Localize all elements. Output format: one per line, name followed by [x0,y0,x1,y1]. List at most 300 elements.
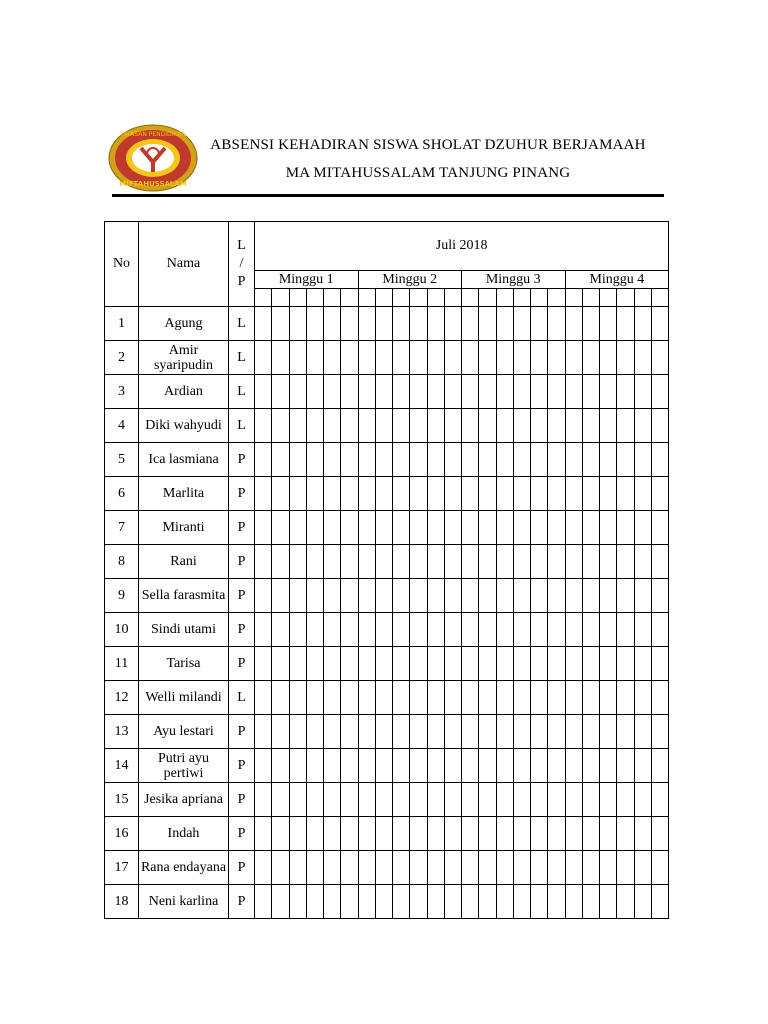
attendance-cell[interactable] [531,477,548,511]
attendance-cell[interactable] [427,783,444,817]
attendance-cell[interactable] [634,647,651,681]
attendance-cell[interactable] [358,409,375,443]
attendance-cell[interactable] [634,613,651,647]
attendance-cell[interactable] [496,375,513,409]
attendance-cell[interactable] [531,885,548,919]
attendance-cell[interactable] [306,681,323,715]
attendance-cell[interactable] [324,409,341,443]
attendance-cell[interactable] [565,545,582,579]
attendance-cell[interactable] [565,749,582,783]
attendance-cell[interactable] [375,817,392,851]
attendance-cell[interactable] [272,783,289,817]
attendance-cell[interactable] [427,749,444,783]
attendance-cell[interactable] [513,511,530,545]
attendance-cell[interactable] [375,511,392,545]
attendance-cell[interactable] [341,443,358,477]
attendance-cell[interactable] [617,307,634,341]
attendance-cell[interactable] [410,409,427,443]
attendance-cell[interactable] [651,613,668,647]
attendance-cell[interactable] [617,817,634,851]
attendance-cell[interactable] [410,885,427,919]
attendance-cell[interactable] [289,647,306,681]
attendance-cell[interactable] [634,715,651,749]
attendance-cell[interactable] [306,341,323,375]
attendance-cell[interactable] [289,681,306,715]
attendance-cell[interactable] [513,851,530,885]
attendance-cell[interactable] [600,477,617,511]
attendance-cell[interactable] [462,307,479,341]
attendance-cell[interactable] [324,613,341,647]
attendance-cell[interactable] [289,477,306,511]
attendance-cell[interactable] [393,375,410,409]
attendance-cell[interactable] [479,817,496,851]
attendance-cell[interactable] [444,851,461,885]
attendance-cell[interactable] [375,477,392,511]
attendance-cell[interactable] [255,749,272,783]
attendance-cell[interactable] [358,817,375,851]
attendance-cell[interactable] [289,579,306,613]
attendance-cell[interactable] [375,545,392,579]
attendance-cell[interactable] [565,715,582,749]
attendance-cell[interactable] [375,409,392,443]
attendance-cell[interactable] [358,885,375,919]
attendance-cell[interactable] [375,613,392,647]
attendance-cell[interactable] [393,783,410,817]
attendance-cell[interactable] [410,749,427,783]
attendance-cell[interactable] [358,681,375,715]
attendance-cell[interactable] [393,885,410,919]
attendance-cell[interactable] [289,443,306,477]
attendance-cell[interactable] [410,443,427,477]
attendance-cell[interactable] [255,817,272,851]
attendance-cell[interactable] [324,647,341,681]
attendance-cell[interactable] [617,851,634,885]
attendance-cell[interactable] [651,511,668,545]
attendance-cell[interactable] [341,613,358,647]
attendance-cell[interactable] [513,579,530,613]
attendance-cell[interactable] [565,783,582,817]
attendance-cell[interactable] [341,851,358,885]
attendance-cell[interactable] [617,409,634,443]
attendance-cell[interactable] [272,681,289,715]
attendance-cell[interactable] [358,579,375,613]
attendance-cell[interactable] [582,851,599,885]
attendance-cell[interactable] [582,579,599,613]
attendance-cell[interactable] [462,749,479,783]
attendance-cell[interactable] [341,341,358,375]
attendance-cell[interactable] [582,341,599,375]
attendance-cell[interactable] [255,885,272,919]
attendance-cell[interactable] [462,613,479,647]
attendance-cell[interactable] [462,681,479,715]
attendance-cell[interactable] [444,885,461,919]
attendance-cell[interactable] [462,511,479,545]
attendance-cell[interactable] [444,375,461,409]
attendance-cell[interactable] [427,511,444,545]
attendance-cell[interactable] [272,307,289,341]
attendance-cell[interactable] [427,817,444,851]
attendance-cell[interactable] [600,341,617,375]
attendance-cell[interactable] [634,885,651,919]
attendance-cell[interactable] [375,307,392,341]
attendance-cell[interactable] [272,749,289,783]
attendance-cell[interactable] [272,409,289,443]
attendance-cell[interactable] [513,681,530,715]
attendance-cell[interactable] [479,715,496,749]
attendance-cell[interactable] [341,885,358,919]
attendance-cell[interactable] [617,613,634,647]
attendance-cell[interactable] [496,783,513,817]
attendance-cell[interactable] [462,715,479,749]
attendance-cell[interactable] [306,579,323,613]
attendance-cell[interactable] [393,579,410,613]
attendance-cell[interactable] [617,375,634,409]
attendance-cell[interactable] [255,443,272,477]
attendance-cell[interactable] [565,477,582,511]
attendance-cell[interactable] [358,477,375,511]
attendance-cell[interactable] [582,681,599,715]
attendance-cell[interactable] [634,307,651,341]
attendance-cell[interactable] [375,715,392,749]
attendance-cell[interactable] [634,783,651,817]
attendance-cell[interactable] [306,851,323,885]
attendance-cell[interactable] [358,307,375,341]
attendance-cell[interactable] [289,885,306,919]
attendance-cell[interactable] [255,341,272,375]
attendance-cell[interactable] [479,783,496,817]
attendance-cell[interactable] [375,681,392,715]
attendance-cell[interactable] [324,443,341,477]
attendance-cell[interactable] [565,885,582,919]
attendance-cell[interactable] [496,681,513,715]
attendance-cell[interactable] [255,647,272,681]
attendance-cell[interactable] [272,579,289,613]
attendance-cell[interactable] [324,851,341,885]
attendance-cell[interactable] [582,307,599,341]
attendance-cell[interactable] [548,375,565,409]
attendance-cell[interactable] [548,307,565,341]
attendance-cell[interactable] [393,443,410,477]
attendance-cell[interactable] [272,341,289,375]
attendance-cell[interactable] [531,409,548,443]
attendance-cell[interactable] [634,817,651,851]
attendance-cell[interactable] [427,851,444,885]
attendance-cell[interactable] [255,477,272,511]
attendance-cell[interactable] [255,715,272,749]
attendance-cell[interactable] [289,783,306,817]
attendance-cell[interactable] [272,511,289,545]
attendance-cell[interactable] [600,681,617,715]
attendance-cell[interactable] [634,375,651,409]
attendance-cell[interactable] [341,749,358,783]
attendance-cell[interactable] [306,511,323,545]
attendance-cell[interactable] [462,443,479,477]
attendance-cell[interactable] [427,409,444,443]
attendance-cell[interactable] [427,375,444,409]
attendance-cell[interactable] [651,579,668,613]
attendance-cell[interactable] [651,715,668,749]
attendance-cell[interactable] [289,715,306,749]
attendance-cell[interactable] [496,443,513,477]
attendance-cell[interactable] [565,511,582,545]
attendance-cell[interactable] [548,511,565,545]
attendance-cell[interactable] [358,613,375,647]
attendance-cell[interactable] [617,545,634,579]
attendance-cell[interactable] [358,443,375,477]
attendance-cell[interactable] [410,715,427,749]
attendance-cell[interactable] [548,681,565,715]
attendance-cell[interactable] [272,647,289,681]
attendance-cell[interactable] [341,579,358,613]
attendance-cell[interactable] [255,783,272,817]
attendance-cell[interactable] [462,647,479,681]
attendance-cell[interactable] [410,341,427,375]
attendance-cell[interactable] [582,783,599,817]
attendance-cell[interactable] [306,715,323,749]
attendance-cell[interactable] [651,783,668,817]
attendance-cell[interactable] [548,851,565,885]
attendance-cell[interactable] [341,545,358,579]
attendance-cell[interactable] [272,477,289,511]
attendance-cell[interactable] [634,749,651,783]
attendance-cell[interactable] [462,885,479,919]
attendance-cell[interactable] [462,375,479,409]
attendance-cell[interactable] [410,375,427,409]
attendance-cell[interactable] [444,443,461,477]
attendance-cell[interactable] [393,545,410,579]
attendance-cell[interactable] [531,613,548,647]
attendance-cell[interactable] [324,477,341,511]
attendance-cell[interactable] [513,409,530,443]
attendance-cell[interactable] [531,341,548,375]
attendance-cell[interactable] [272,613,289,647]
attendance-cell[interactable] [410,477,427,511]
attendance-cell[interactable] [600,409,617,443]
attendance-cell[interactable] [427,681,444,715]
attendance-cell[interactable] [582,375,599,409]
attendance-cell[interactable] [651,341,668,375]
attendance-cell[interactable] [513,715,530,749]
attendance-cell[interactable] [513,307,530,341]
attendance-cell[interactable] [324,579,341,613]
attendance-cell[interactable] [548,783,565,817]
attendance-cell[interactable] [272,715,289,749]
attendance-cell[interactable] [410,681,427,715]
attendance-cell[interactable] [358,375,375,409]
attendance-cell[interactable] [617,647,634,681]
attendance-cell[interactable] [444,817,461,851]
attendance-cell[interactable] [582,817,599,851]
attendance-cell[interactable] [565,375,582,409]
attendance-cell[interactable] [358,545,375,579]
attendance-cell[interactable] [531,817,548,851]
attendance-cell[interactable] [548,885,565,919]
attendance-cell[interactable] [272,817,289,851]
attendance-cell[interactable] [289,341,306,375]
attendance-cell[interactable] [427,545,444,579]
attendance-cell[interactable] [548,443,565,477]
attendance-cell[interactable] [531,647,548,681]
attendance-cell[interactable] [513,885,530,919]
attendance-cell[interactable] [634,409,651,443]
attendance-cell[interactable] [496,579,513,613]
attendance-cell[interactable] [427,477,444,511]
attendance-cell[interactable] [255,613,272,647]
attendance-cell[interactable] [565,443,582,477]
attendance-cell[interactable] [255,681,272,715]
attendance-cell[interactable] [306,613,323,647]
attendance-cell[interactable] [600,375,617,409]
attendance-cell[interactable] [306,817,323,851]
attendance-cell[interactable] [634,579,651,613]
attendance-cell[interactable] [410,545,427,579]
attendance-cell[interactable] [651,307,668,341]
attendance-cell[interactable] [375,749,392,783]
attendance-cell[interactable] [324,783,341,817]
attendance-cell[interactable] [600,715,617,749]
attendance-cell[interactable] [496,511,513,545]
attendance-cell[interactable] [393,307,410,341]
attendance-cell[interactable] [531,681,548,715]
attendance-cell[interactable] [513,647,530,681]
attendance-cell[interactable] [496,851,513,885]
attendance-cell[interactable] [341,511,358,545]
attendance-cell[interactable] [496,885,513,919]
attendance-cell[interactable] [462,817,479,851]
attendance-cell[interactable] [324,511,341,545]
attendance-cell[interactable] [479,579,496,613]
attendance-cell[interactable] [289,409,306,443]
attendance-cell[interactable] [289,817,306,851]
attendance-cell[interactable] [565,681,582,715]
attendance-cell[interactable] [324,715,341,749]
attendance-cell[interactable] [306,783,323,817]
attendance-cell[interactable] [600,817,617,851]
attendance-cell[interactable] [341,477,358,511]
attendance-cell[interactable] [496,647,513,681]
attendance-cell[interactable] [375,783,392,817]
attendance-cell[interactable] [634,443,651,477]
attendance-cell[interactable] [410,851,427,885]
attendance-cell[interactable] [393,851,410,885]
attendance-cell[interactable] [324,545,341,579]
attendance-cell[interactable] [496,477,513,511]
attendance-cell[interactable] [289,511,306,545]
attendance-cell[interactable] [375,341,392,375]
attendance-cell[interactable] [393,613,410,647]
attendance-cell[interactable] [358,511,375,545]
attendance-cell[interactable] [427,341,444,375]
attendance-cell[interactable] [479,647,496,681]
attendance-cell[interactable] [600,511,617,545]
attendance-cell[interactable] [324,375,341,409]
attendance-cell[interactable] [651,443,668,477]
attendance-cell[interactable] [289,307,306,341]
attendance-cell[interactable] [462,477,479,511]
attendance-cell[interactable] [324,885,341,919]
attendance-cell[interactable] [272,443,289,477]
attendance-cell[interactable] [513,783,530,817]
attendance-cell[interactable] [255,545,272,579]
attendance-cell[interactable] [410,511,427,545]
attendance-cell[interactable] [617,579,634,613]
attendance-cell[interactable] [496,715,513,749]
attendance-cell[interactable] [462,409,479,443]
attendance-cell[interactable] [531,783,548,817]
attendance-cell[interactable] [531,307,548,341]
attendance-cell[interactable] [634,545,651,579]
attendance-cell[interactable] [651,885,668,919]
attendance-cell[interactable] [306,375,323,409]
attendance-cell[interactable] [427,443,444,477]
attendance-cell[interactable] [289,851,306,885]
attendance-cell[interactable] [617,443,634,477]
attendance-cell[interactable] [358,341,375,375]
attendance-cell[interactable] [324,817,341,851]
attendance-cell[interactable] [375,851,392,885]
attendance-cell[interactable] [651,375,668,409]
attendance-cell[interactable] [306,307,323,341]
attendance-cell[interactable] [496,341,513,375]
attendance-cell[interactable] [427,885,444,919]
attendance-cell[interactable] [565,307,582,341]
attendance-cell[interactable] [272,885,289,919]
attendance-cell[interactable] [479,477,496,511]
attendance-cell[interactable] [444,545,461,579]
attendance-cell[interactable] [565,817,582,851]
attendance-cell[interactable] [462,579,479,613]
attendance-cell[interactable] [548,817,565,851]
attendance-cell[interactable] [582,477,599,511]
attendance-cell[interactable] [358,715,375,749]
attendance-cell[interactable] [600,647,617,681]
attendance-cell[interactable] [531,715,548,749]
attendance-cell[interactable] [617,715,634,749]
attendance-cell[interactable] [306,545,323,579]
attendance-cell[interactable] [289,375,306,409]
attendance-cell[interactable] [531,579,548,613]
attendance-cell[interactable] [582,647,599,681]
attendance-cell[interactable] [531,375,548,409]
attendance-cell[interactable] [444,715,461,749]
attendance-cell[interactable] [444,307,461,341]
attendance-cell[interactable] [393,647,410,681]
attendance-cell[interactable] [582,715,599,749]
attendance-cell[interactable] [513,749,530,783]
attendance-cell[interactable] [565,409,582,443]
attendance-cell[interactable] [617,681,634,715]
attendance-cell[interactable] [341,681,358,715]
attendance-cell[interactable] [393,749,410,783]
attendance-cell[interactable] [634,851,651,885]
attendance-cell[interactable] [617,783,634,817]
attendance-cell[interactable] [651,477,668,511]
attendance-cell[interactable] [600,783,617,817]
attendance-cell[interactable] [531,511,548,545]
attendance-cell[interactable] [427,647,444,681]
attendance-cell[interactable] [634,511,651,545]
attendance-cell[interactable] [548,749,565,783]
attendance-cell[interactable] [255,375,272,409]
attendance-cell[interactable] [651,545,668,579]
attendance-cell[interactable] [272,375,289,409]
attendance-cell[interactable] [600,613,617,647]
attendance-cell[interactable] [410,647,427,681]
attendance-cell[interactable] [358,749,375,783]
attendance-cell[interactable] [306,409,323,443]
attendance-cell[interactable] [444,341,461,375]
attendance-cell[interactable] [341,375,358,409]
